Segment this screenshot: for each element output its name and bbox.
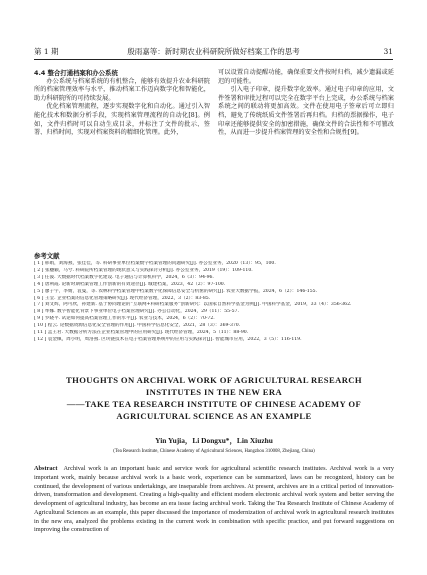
section-heading: 4.4 整合打通档案和办公系统 [34, 69, 118, 77]
english-subtitle-line: ——TAKE TEA RESEARCH INSTITUTE OF CHINESE ACADEMY OF [66, 399, 362, 409]
reference-item: [ 10 ] 程云. 论数据资源信息化安全管理的作用[J]. 中国科学信息化安全，2021，28（3）：369-370. [34, 323, 241, 329]
reference-item: [ 4 ] 唐利霞. 论新时期档案管理工作创新的有效途径[J]. 城建档案，2023，42（2）：97-100. [34, 281, 226, 287]
english-title-line: THOUGHTS ON ARCHIVAL WORK OF AGRICULTURAL RESEARCH [65, 375, 362, 385]
paragraph: 办公系统与档案系统的有机整合，能够有效提升农业科研院所的档案管理效率与水平，推动档案工作迈向数字化和智能化，助力科研院所的可持续发展。 [34, 77, 210, 102]
reference-item: [ 9 ] 罗晓平. 试论如何提高档案管理工作的水平[J]. 农业与技术，2024，6（2）：70-72. [34, 316, 215, 322]
reference-item: [ 5 ] 廖子宇，李婧，袁曼，等. 农林科学档案管理中档案数字化保障信息安全与机密的研究[J]. 农业大数据学报，2024，6（2）：146-155. [34, 288, 318, 294]
english-authors: Yin Yujia，Li Dongxu*，Lin Xiuzhu [155, 436, 273, 445]
reference-item: [ 1 ] 邢娟，刘海燕，张佳佳，等. 科研事业单位档案数字档案管理的问题研究[J]. 办公室业务，2020（13）：95，100. [34, 261, 276, 266]
english-title-line: INSTITUTES IN THE NEW ERA [145, 387, 283, 397]
abstract-label: Abstract [34, 465, 58, 472]
english-subtitle-line: AGRICULTURAL SCIENCE AS AN EXAMPLE [116, 411, 312, 421]
reference-item: [ 6 ] 王莹. 企业档案的信息化管理策略研究[J]. 现代经济管理，2022，3（2）：83-85. [34, 295, 211, 301]
reference-item: [ 3 ] 任波. 大数据时代档案数字化建设. 电子通信与计算机科学，2024，6（3）：94-96. [34, 274, 214, 280]
references-heading: 参考文献 [34, 252, 60, 260]
english-title [34, 374, 394, 422]
issue-number: 第 1 期 [34, 47, 59, 56]
reference-item: [ 2 ] 张穗颖，马兮. 科研院所档案管理的现状意义与实践探讨分析[J]. 办公室业务，2019（19）：109-110. [34, 267, 253, 273]
reference-item: [ 8 ] 牟娜. 数字智能化背景下事业单位电子档案管理研究[J]. 办公自动化，2024，29（11）：55-57. [34, 309, 239, 315]
paragraph: 引入电子印章，提升数字化效率。通过电子印章的应用，文件签署和审批过程可以完全在数字平台上完成，办公系统与档案系统之间的联动将更加高效。文件在使用电子签章后可立即归档，避免了传统纸质文件签署后再归档。归档的票据操作，电子印章还能够提供安全的加密措施，确保文件的合法性和不可篡改性，从而进一步提升档案管理的安全性和合规性[9]。 [218, 86, 394, 137]
right-column [218, 69, 394, 138]
paragraph: 优化档案管理流程，逐步实现数字化和自动化。通过引入智能化技术和数据分析手段，实现档案管理流程的自动化[8]。例如，文件归档时可以自动生成目录，并标注了文件的批示、签署、归档时间，实现对档案资料的精细化管理。此外， [34, 103, 210, 137]
left-column [34, 69, 210, 138]
page-number: 31 [383, 47, 393, 56]
english-affiliation: (Tea Research Institute, Chinese Academy of Agricultural Sciences, Hangzhou 310008, Zhejiang, China) [113, 449, 315, 454]
running-title: 殷雨嘉等：新时期农业科研院所做好档案工作的思考 [127, 47, 300, 56]
paragraph: 可以设置自动提醒功能，确保重要文件按时归档，减少遗漏或延迟的可能性。 [218, 69, 394, 85]
abstract-text: Archival work is an important basic and service work for agricultural scientific research institutes. Archival work is a very important work, mainly because archival work is a basic work, experience can be summarized, laws can be recognized, history can be continued, the development of various undertakings, are inseparable from archives. At present, archives are in a critical period of innovation-driven, transformation and development. Creating a high-quality and efficient modern electronic archival work system and better serving the development of agricultural industry, has become an era issue facing archival work. Taking the Tea Research Institute of Chinese Academy of Agricultural Sciences as an example, this paper discussed the importance of modernization of archival work in agricultural research institutes in the new era, analyzed the problems existing in the current work in combination with specific practice, and put forward suggestions on improving the construction of [34, 465, 394, 534]
references-section [34, 251, 394, 344]
english-abstract [34, 465, 394, 535]
reference-item: [ 11 ] 孟王君. 大数据分析方法在企业档案管理中的应用研究[J]. 现代经济管理，2024，5（11）：88-90. [34, 330, 249, 336]
running-header [34, 45, 393, 60]
reference-item: [ 7 ] 刘文辉，阿可欣，孙建新. 基于协同理论的“互联网+科研档案服务”创新研究：以国家自然科学基金为例[J]. 中国科学基金，2019，33（4）：356-362. [34, 302, 352, 308]
reference-item: [ 12 ] 袁金佩，周小明，周洛燕. 区块链技术在电子档案管理系统中的应用与实践探讨[J]. 智能城市应用，2022，3（5）：116-119. [34, 336, 302, 342]
